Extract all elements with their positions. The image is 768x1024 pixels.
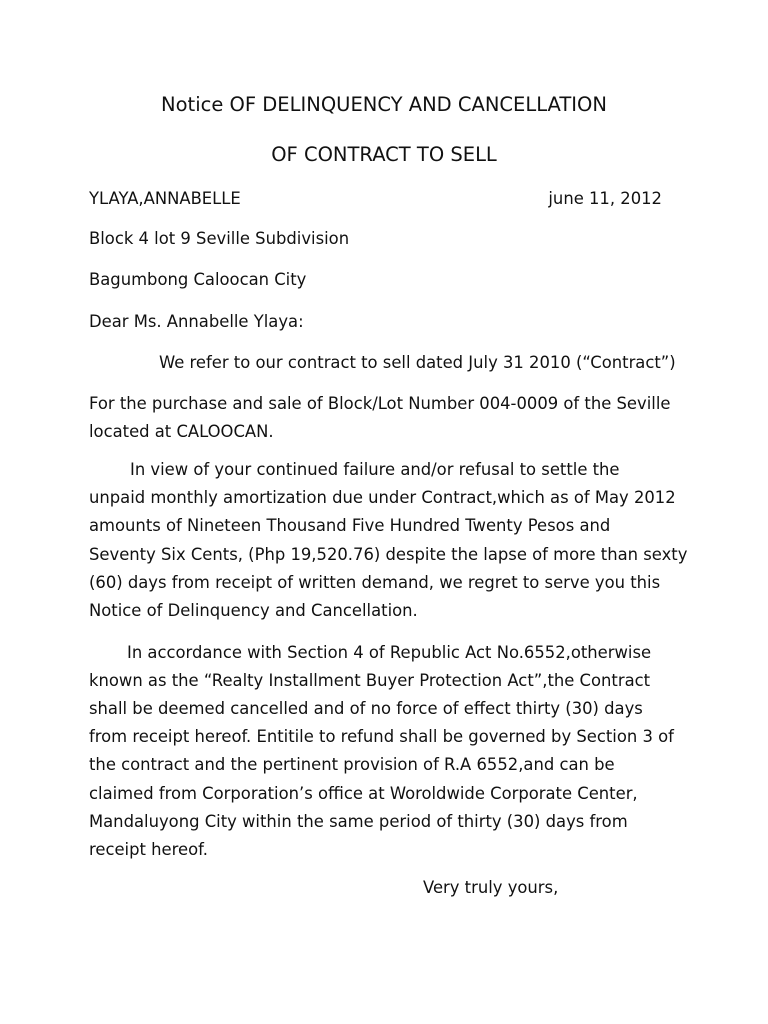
paragraph-line: from receipt hereof. Entitile to refund shall be governed by Section 3 of [89, 727, 674, 746]
paragraph-line: located at CALOOCAN. [89, 422, 274, 441]
paragraph-line: (60) days from receipt of written demand, we regret to serve you this [89, 573, 661, 592]
address-line-1: Block 4 lot 9 Seville Subdivision [89, 229, 350, 248]
salutation: Dear Ms. Annabelle Ylaya: [89, 312, 304, 331]
paragraph-line: Mandaluyong City within the same period of thirty (30) days from [89, 812, 628, 831]
paragraph-line: known as the “Realty Installment Buyer Protection Act”,the Contract [89, 671, 651, 690]
closing: Very truly yours, [423, 878, 559, 897]
recipient-name: YLAYA,ANNABELLE [89, 189, 241, 208]
paragraph-line: amounts of Nineteen Thousand Five Hundred Twenty Pesos and [89, 516, 611, 535]
paragraph-line: the contract and the pertinent provision of R.A 6552,and can be [89, 755, 615, 774]
paragraph-line: claimed from Corporation’s office at Woroldwide Corporate Center, [89, 784, 638, 803]
paragraph-line: For the purchase and sale of Block/Lot Number 004-0009 of the Seville [89, 394, 671, 413]
paragraph-line: unpaid monthly amortization due under Contract,which as of May 2012 [89, 488, 676, 507]
document-title-line-2: OF CONTRACT TO SELL [271, 143, 497, 166]
paragraph-line: In accordance with Section 4 of Republic Act No.6552,otherwise [127, 643, 652, 662]
document-title-line-1: Notice OF DELINQUENCY AND CANCELLATION [161, 93, 607, 116]
paragraph-line: Seventy Six Cents, (Php 19,520.76) despite the lapse of more than sexty [89, 545, 688, 564]
paragraph-line: shall be deemed cancelled and of no force of effect thirty (30) days [89, 699, 643, 718]
address-line-2: Bagumbong Caloocan City [89, 270, 307, 289]
letter-date: june 11, 2012 [548, 189, 662, 208]
paragraph-line: receipt hereof. [89, 840, 208, 859]
paragraph-line: We refer to our contract to sell dated July 31 2010 (“Contract”) [159, 353, 676, 372]
paragraph-line: In view of your continued failure and/or refusal to settle the [130, 460, 620, 479]
paragraph-line: Notice of Delinquency and Cancellation. [89, 601, 418, 620]
